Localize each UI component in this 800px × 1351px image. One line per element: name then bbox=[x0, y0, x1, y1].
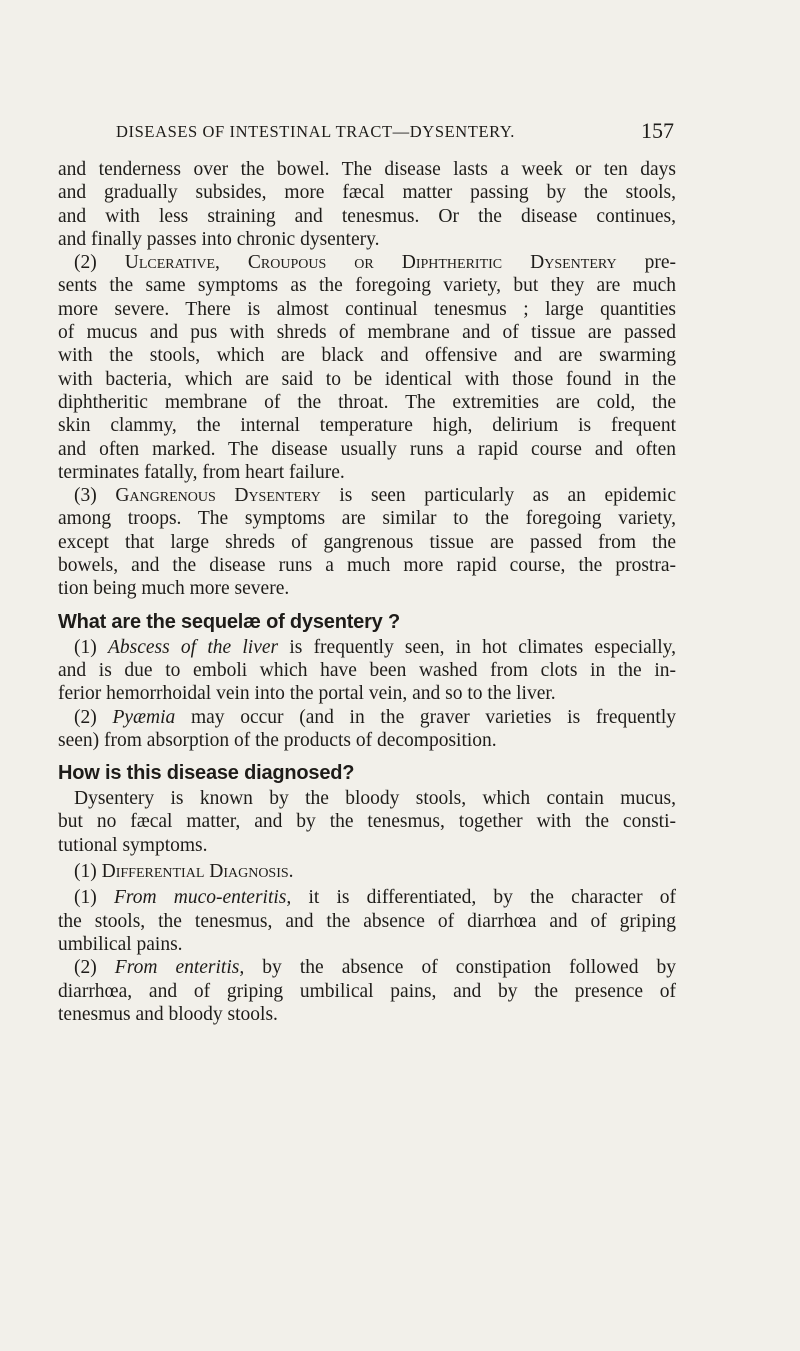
text-line: umbilical pains. bbox=[58, 933, 183, 955]
text-line: and tenderness over the bowel. The disease lasts a week or ten days bbox=[58, 159, 676, 180]
text-line bbox=[58, 251, 676, 274]
text-line: diphtheritic membrane of the throat. The extremities are cold, the bbox=[58, 391, 676, 413]
text-line bbox=[58, 636, 676, 659]
text-line: and gradually subsides, more fæcal matter passing by the stools, bbox=[58, 182, 676, 204]
text-run: by the absence of constipation followed by bbox=[244, 957, 676, 979]
section-heading: Differential Diagnosis. bbox=[101, 861, 294, 883]
text-line: seen) from absorption of the products of decomposition. bbox=[58, 729, 497, 751]
body-text bbox=[58, 158, 676, 1026]
item-number: (1) bbox=[74, 636, 108, 658]
text-line: ferior hemorrhoidal vein into the portal vein, and so to the liver. bbox=[58, 683, 556, 705]
item-number: (3) bbox=[74, 485, 116, 507]
text-line: skin clammy, the internal temperature high, delirium is frequent bbox=[58, 415, 676, 437]
section-heading: Ulcerative, Croupous or Diphtheritic Dysentery bbox=[124, 252, 617, 274]
text-line: of mucus and pus with shreds of membrane and of tissue are passed bbox=[58, 322, 676, 344]
text-line: tutional symptoms. bbox=[58, 834, 208, 856]
text-line: bowels, and the disease runs a much more rapid course, the prostra- bbox=[58, 555, 676, 577]
item-number: (2) bbox=[74, 706, 113, 728]
running-title: DISEASES OF INTESTINAL TRACT—DYSENTERY. bbox=[116, 122, 515, 141]
text-line bbox=[58, 956, 676, 979]
paragraph-liver-abscess bbox=[58, 636, 676, 706]
text-line: tion being much more severe. bbox=[58, 578, 290, 600]
paragraph-continuation bbox=[58, 158, 676, 251]
text-line: with the stools, which are black and offensive and are swarming bbox=[58, 345, 676, 367]
text-line: with bacteria, which are said to be identical with those found in the bbox=[58, 368, 676, 390]
running-head bbox=[116, 118, 674, 144]
italic-term: From enteritis, bbox=[114, 957, 245, 979]
item-number: (2) bbox=[74, 957, 115, 979]
text-run: is frequently seen, in hot climates especially, bbox=[278, 636, 676, 658]
text-run: is seen particularly as an epidemic bbox=[320, 485, 676, 507]
text-line: the stools, the tenesmus, and the absence of diarrhœa and of griping bbox=[58, 910, 676, 932]
paragraph-enteritis bbox=[58, 956, 676, 1026]
text-run: pre- bbox=[616, 252, 676, 274]
paragraph-gangrenous-dysentery bbox=[58, 484, 676, 600]
differential-diagnosis-heading bbox=[58, 860, 676, 883]
item-number: (2) bbox=[74, 252, 125, 274]
text-run: may occur (and in the graver varieties is frequently bbox=[175, 706, 676, 728]
text-line: more severe. There is almost continual tenesmus ; large quantities bbox=[58, 298, 676, 320]
text-line: and with less straining and tenesmus. Or the disease continues, bbox=[58, 205, 676, 227]
page-number: 157 bbox=[641, 118, 674, 143]
text-line: and is due to emboli which have been washed from clots in the in- bbox=[58, 659, 676, 681]
text-line: and often marked. The disease usually runs a rapid course and often bbox=[58, 438, 676, 460]
italic-term: From muco-enteritis, bbox=[113, 887, 292, 909]
question-heading-diagnosis: How is this disease diagnosed? bbox=[58, 762, 355, 785]
text-line: except that large shreds of gangrenous tissue are passed from the bbox=[58, 531, 676, 553]
text-line bbox=[58, 886, 676, 909]
text-line: diarrhœa, and of griping umbilical pains, and by the presence of bbox=[58, 980, 676, 1002]
item-number: (1) bbox=[74, 861, 102, 883]
question-heading-sequelae: What are the sequelæ of dysentery ? bbox=[58, 610, 400, 633]
paragraph-pyaemia bbox=[58, 706, 676, 753]
text-line: tenesmus and bloody stools. bbox=[58, 1003, 278, 1025]
text-line bbox=[58, 484, 676, 507]
text-line: sents the same symptoms as the foregoing variety, but they are much bbox=[58, 275, 676, 297]
text-run: it is differentiated, by the character of bbox=[291, 887, 676, 909]
paragraph-diagnosis bbox=[58, 787, 676, 857]
section-heading: Gangrenous Dysentery bbox=[115, 485, 321, 507]
text-line: and finally passes into chronic dysentery. bbox=[58, 228, 380, 250]
text-line: Dysentery is known by the bloody stools, which contain mucus, bbox=[74, 788, 676, 810]
text-line: among troops. The symptoms are similar to the foregoing variety, bbox=[58, 508, 676, 530]
item-number: (1) bbox=[74, 887, 114, 909]
text-line bbox=[58, 706, 676, 729]
paragraph-ulcerative-dysentery bbox=[58, 251, 676, 484]
italic-term: Pyæmia bbox=[112, 706, 176, 728]
text-line: but no fæcal matter, and by the tenesmus, together with the consti- bbox=[58, 811, 676, 833]
italic-term: Abscess of the liver bbox=[107, 636, 279, 658]
text-line: terminates fatally, from heart failure. bbox=[58, 461, 345, 483]
paragraph-muco-enteritis bbox=[58, 886, 676, 956]
